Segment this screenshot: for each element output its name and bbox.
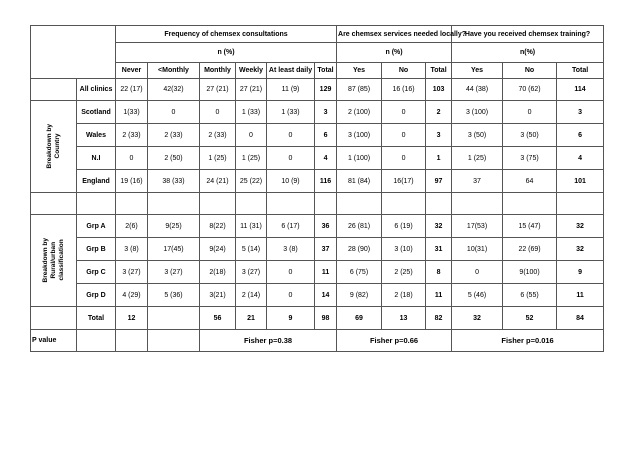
table-cell: 0 bbox=[503, 101, 557, 124]
row-label: Scotland bbox=[77, 101, 116, 124]
table-cell: 4 (29) bbox=[116, 284, 148, 307]
table-cell: 3 (27) bbox=[236, 261, 267, 284]
col-header: Weekly bbox=[236, 63, 267, 79]
blank-cell bbox=[116, 193, 148, 215]
table-row bbox=[31, 215, 604, 238]
table-row bbox=[31, 170, 604, 193]
table-cell: 0 bbox=[200, 101, 236, 124]
table-cell: 2 (18) bbox=[382, 284, 426, 307]
table-cell: 0 bbox=[382, 147, 426, 170]
table-cell: 2 (50) bbox=[148, 147, 200, 170]
table-cell: 2 (25) bbox=[382, 261, 426, 284]
table-cell: 11 bbox=[315, 261, 337, 284]
table-cell: 19 (16) bbox=[116, 170, 148, 193]
table-cell: 11 (9) bbox=[267, 79, 315, 101]
blank-cell bbox=[315, 193, 337, 215]
table-cell: 6 (19) bbox=[382, 215, 426, 238]
table-cell: 0 bbox=[267, 147, 315, 170]
table-cell: 87 (85) bbox=[337, 79, 382, 101]
table-cell: 24 (21) bbox=[200, 170, 236, 193]
table-row bbox=[31, 101, 604, 124]
table-cell: 38 (33) bbox=[148, 170, 200, 193]
table-cell: 8 bbox=[426, 261, 452, 284]
rural-group-label bbox=[31, 215, 77, 307]
corner-cell bbox=[31, 26, 116, 79]
country-group-label-line: Country bbox=[53, 134, 61, 159]
table-cell: 32 bbox=[452, 307, 503, 330]
table-cell: 37 bbox=[315, 238, 337, 261]
table-cell: 11 bbox=[557, 284, 604, 307]
table-cell: 36 bbox=[315, 215, 337, 238]
table-cell: 15 (47) bbox=[503, 215, 557, 238]
table-cell: 27 (21) bbox=[236, 79, 267, 101]
rural-group-label-line: classification bbox=[57, 239, 65, 282]
col-header: Monthly bbox=[200, 63, 236, 79]
table-row bbox=[31, 261, 604, 284]
row-label: Total bbox=[77, 307, 116, 330]
table-cell: 10(31) bbox=[452, 238, 503, 261]
country-group-label bbox=[31, 101, 77, 193]
blank-cell bbox=[337, 193, 382, 215]
col-header: No bbox=[382, 63, 426, 79]
col-header: Total bbox=[315, 63, 337, 79]
table-cell: 9 bbox=[557, 261, 604, 284]
table-cell: 22 (69) bbox=[503, 238, 557, 261]
table-cell: 2 bbox=[426, 101, 452, 124]
table-cell: 4 bbox=[315, 147, 337, 170]
table-cell: 2(18) bbox=[200, 261, 236, 284]
table-cell: 3 (8) bbox=[116, 238, 148, 261]
blank-cell bbox=[116, 330, 148, 352]
table-cell: 1 (25) bbox=[200, 147, 236, 170]
rural-group-label-line: Rural/urban bbox=[49, 242, 57, 279]
table-cell: 1(33) bbox=[116, 101, 148, 124]
row-label: England bbox=[77, 170, 116, 193]
row-label: N.I bbox=[77, 147, 116, 170]
blank-cell bbox=[503, 193, 557, 215]
table-cell: 2 (33) bbox=[200, 124, 236, 147]
row-label: Grp A bbox=[77, 215, 116, 238]
table-cell: 98 bbox=[315, 307, 337, 330]
table-cell: 16 (16) bbox=[382, 79, 426, 101]
training-pvalue: Fisher p=0.016 bbox=[452, 330, 604, 352]
table-cell: 9(100) bbox=[503, 261, 557, 284]
table-row bbox=[31, 284, 604, 307]
col-header: Yes bbox=[337, 63, 382, 79]
table-cell: 8(22) bbox=[200, 215, 236, 238]
table-cell: 9(24) bbox=[200, 238, 236, 261]
table-cell: 21 bbox=[236, 307, 267, 330]
table-cell: 14 bbox=[315, 284, 337, 307]
table-cell: 27 (21) bbox=[200, 79, 236, 101]
spacer-row bbox=[31, 193, 604, 215]
table-cell: 0 bbox=[382, 124, 426, 147]
row-label: All clinics bbox=[77, 79, 116, 101]
blank-cell bbox=[77, 330, 116, 352]
table-cell: 2 (33) bbox=[148, 124, 200, 147]
table-cell: 17(53) bbox=[452, 215, 503, 238]
table-cell: 69 bbox=[337, 307, 382, 330]
table-cell: 16(17) bbox=[382, 170, 426, 193]
col-header: Total bbox=[557, 63, 604, 79]
pvalue-row bbox=[31, 330, 604, 352]
table-cell: 3 (27) bbox=[116, 261, 148, 284]
table-cell: 0 bbox=[236, 124, 267, 147]
table-cell: 5 (14) bbox=[236, 238, 267, 261]
table-cell: 1 (33) bbox=[236, 101, 267, 124]
row-label: Grp C bbox=[77, 261, 116, 284]
table-cell: 3 (50) bbox=[452, 124, 503, 147]
blank-cell bbox=[31, 307, 77, 330]
col-header: Yes bbox=[452, 63, 503, 79]
table-cell: 129 bbox=[315, 79, 337, 101]
table-cell: 32 bbox=[557, 238, 604, 261]
table-cell: 103 bbox=[426, 79, 452, 101]
pvalue-label: P value bbox=[31, 330, 77, 352]
table-cell: 3 (75) bbox=[503, 147, 557, 170]
table-cell: 1 (25) bbox=[236, 147, 267, 170]
needed-unit: n (%) bbox=[337, 43, 452, 63]
table-cell: 2(6) bbox=[116, 215, 148, 238]
table-cell: 3 (50) bbox=[503, 124, 557, 147]
table-cell: 42(32) bbox=[148, 79, 200, 101]
table-cell: 2 (100) bbox=[337, 101, 382, 124]
freq-pvalue: Fisher p=0.38 bbox=[200, 330, 337, 352]
table-cell: 1 bbox=[426, 147, 452, 170]
table-cell: 0 bbox=[267, 284, 315, 307]
table-cell: 0 bbox=[267, 261, 315, 284]
table-cell: 9(25) bbox=[148, 215, 200, 238]
table-cell: 6 bbox=[315, 124, 337, 147]
table-cell: 101 bbox=[557, 170, 604, 193]
table-cell: 25 (22) bbox=[236, 170, 267, 193]
table-cell: 81 (84) bbox=[337, 170, 382, 193]
table-cell: 3 (100) bbox=[452, 101, 503, 124]
table-cell: 11 (31) bbox=[236, 215, 267, 238]
table-row bbox=[31, 79, 604, 101]
freq-header: Frequency of chemsex consultations bbox=[116, 26, 337, 43]
blank-cell bbox=[200, 193, 236, 215]
table-cell: 0 bbox=[116, 147, 148, 170]
table-cell: 3 (10) bbox=[382, 238, 426, 261]
col-header: Never bbox=[116, 63, 148, 79]
table-cell: 3 bbox=[557, 101, 604, 124]
training-unit: n(%) bbox=[452, 43, 604, 63]
table-cell: 82 bbox=[426, 307, 452, 330]
table-row bbox=[31, 238, 604, 261]
table-cell: 1 (25) bbox=[452, 147, 503, 170]
table-cell: 0 bbox=[148, 101, 200, 124]
table-cell: 17(45) bbox=[148, 238, 200, 261]
freq-unit: n (%) bbox=[116, 43, 337, 63]
col-header: At least daily bbox=[267, 63, 315, 79]
table-cell: 0 bbox=[267, 124, 315, 147]
table-cell: 1 (33) bbox=[267, 101, 315, 124]
table-cell: 6 (55) bbox=[503, 284, 557, 307]
blank-cell bbox=[31, 193, 77, 215]
col-header: No bbox=[503, 63, 557, 79]
blank-cell bbox=[557, 193, 604, 215]
table-cell: 26 (81) bbox=[337, 215, 382, 238]
training-header: Have you received chemsex training? bbox=[452, 26, 604, 43]
blank-cell bbox=[426, 193, 452, 215]
blank-cell bbox=[77, 193, 116, 215]
table-cell: 3(21) bbox=[200, 284, 236, 307]
table-row bbox=[31, 124, 604, 147]
blank-cell bbox=[382, 193, 426, 215]
chemsex-results-table bbox=[30, 25, 604, 352]
total-row bbox=[31, 307, 604, 330]
table-cell: 10 (9) bbox=[267, 170, 315, 193]
table-cell: 32 bbox=[426, 215, 452, 238]
table-cell: 3 (100) bbox=[337, 124, 382, 147]
table-cell: 37 bbox=[452, 170, 503, 193]
blank-cell bbox=[236, 193, 267, 215]
results-table-page bbox=[30, 25, 603, 352]
row-label: Grp B bbox=[77, 238, 116, 261]
table-row bbox=[31, 147, 604, 170]
table-cell: 1 (100) bbox=[337, 147, 382, 170]
blank-cell bbox=[267, 193, 315, 215]
blank-cell bbox=[452, 193, 503, 215]
col-header: Total bbox=[426, 63, 452, 79]
table-cell: 31 bbox=[426, 238, 452, 261]
table-cell: 32 bbox=[557, 215, 604, 238]
needed-header: Are chemsex services needed locally? bbox=[337, 26, 452, 43]
table-cell: 6 (75) bbox=[337, 261, 382, 284]
table-cell: 5 (36) bbox=[148, 284, 200, 307]
table-cell: 84 bbox=[557, 307, 604, 330]
row-label: Wales bbox=[77, 124, 116, 147]
table-cell: 5 (46) bbox=[452, 284, 503, 307]
country-group-label-line: Breakdown by bbox=[45, 124, 53, 169]
row-label: Grp D bbox=[77, 284, 116, 307]
table-cell: 6 bbox=[557, 124, 604, 147]
table-cell: 9 bbox=[267, 307, 315, 330]
table-cell: 0 bbox=[452, 261, 503, 284]
table-cell: 6 (17) bbox=[267, 215, 315, 238]
table-cell: 116 bbox=[315, 170, 337, 193]
table-cell: 56 bbox=[200, 307, 236, 330]
table-cell: 44 (38) bbox=[452, 79, 503, 101]
table-cell: 3 (27) bbox=[148, 261, 200, 284]
table-cell: 3 (8) bbox=[267, 238, 315, 261]
table-cell: 52 bbox=[503, 307, 557, 330]
table-cell: 2 (33) bbox=[116, 124, 148, 147]
table-cell: 3 bbox=[426, 124, 452, 147]
table-cell: 97 bbox=[426, 170, 452, 193]
table-cell: 12 bbox=[116, 307, 148, 330]
table-cell: 13 bbox=[382, 307, 426, 330]
table-cell: 28 (90) bbox=[337, 238, 382, 261]
needed-pvalue: Fisher p=0.66 bbox=[337, 330, 452, 352]
table-cell: 22 (17) bbox=[116, 79, 148, 101]
blank-cell bbox=[31, 79, 77, 101]
blank-cell bbox=[148, 193, 200, 215]
table-cell: 70 (62) bbox=[503, 79, 557, 101]
rural-group-label-line: Breakdown by bbox=[41, 238, 49, 283]
col-header: <Monthly bbox=[148, 63, 200, 79]
table-cell: 114 bbox=[557, 79, 604, 101]
table-cell: 0 bbox=[382, 101, 426, 124]
table-cell: 3 bbox=[315, 101, 337, 124]
table-cell: 2 (14) bbox=[236, 284, 267, 307]
blank-cell bbox=[148, 330, 200, 352]
table-cell bbox=[148, 307, 200, 330]
table-cell: 9 (82) bbox=[337, 284, 382, 307]
table-cell: 64 bbox=[503, 170, 557, 193]
table-cell: 4 bbox=[557, 147, 604, 170]
table-cell: 11 bbox=[426, 284, 452, 307]
